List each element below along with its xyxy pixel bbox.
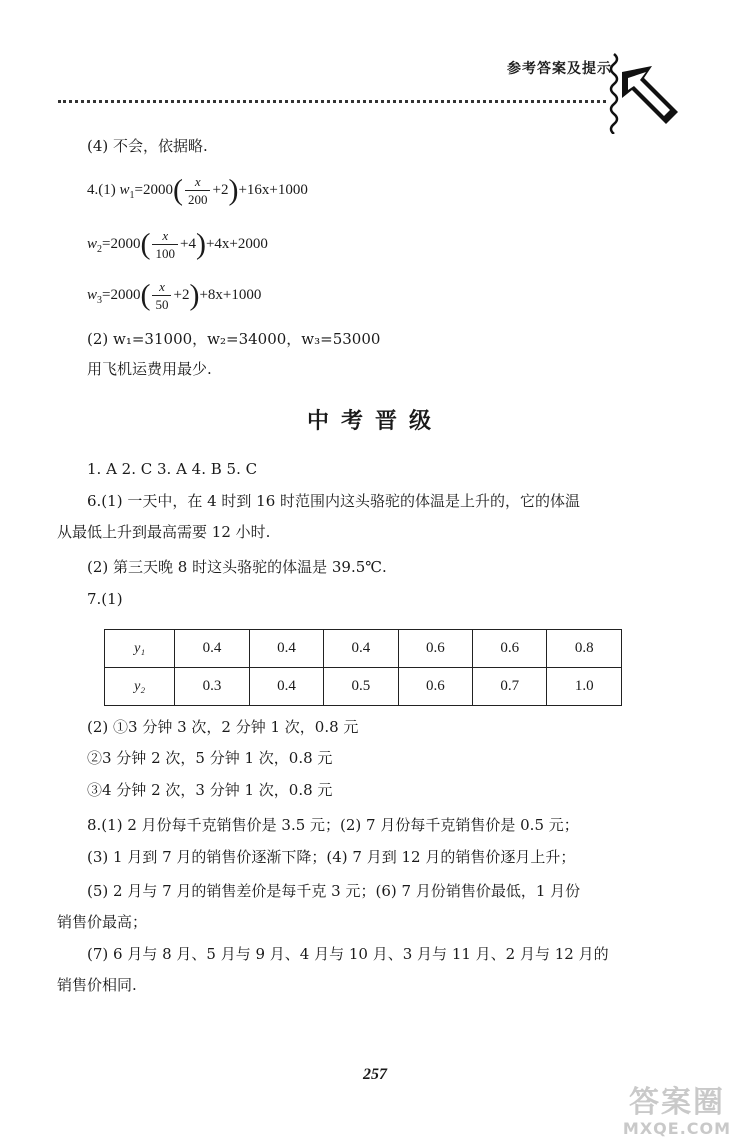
w3-rest: +8x+1000 <box>199 287 262 303</box>
table-cell: 0.3 <box>175 668 249 706</box>
table-cell: 0.7 <box>473 668 547 706</box>
w3-eq: =2000 <box>102 287 141 303</box>
w2-den: 100 <box>155 245 175 261</box>
w3-plus: +2 <box>173 287 190 303</box>
w2-sub: 2 <box>97 244 103 255</box>
answer-7-table <box>104 629 622 706</box>
w2-plus: +4 <box>179 236 196 252</box>
table-cell: 0.4 <box>249 668 323 706</box>
answer-6-2: (2) 第三天晚 8 时这头骆驼的体温是 39.5℃. <box>87 558 387 576</box>
w2-num: x <box>152 228 178 245</box>
answer-7-2c: ③4 分钟 2 次，3 分钟 1 次，0.8 元 <box>87 781 333 799</box>
answer-8-line3: (5) 2 月与 7 月的销售差价是每千克 3 元；(6) 7 月份销售价最低，1 月份 <box>87 882 581 900</box>
w1-num: x <box>185 174 211 191</box>
table-cell: 0.4 <box>324 630 398 668</box>
table-cell: 0.4 <box>175 630 249 668</box>
header-arrow-icon <box>606 48 686 134</box>
w2-fraction <box>152 228 178 262</box>
answer-8-line6: 销售价相同. <box>57 976 137 994</box>
row-header-y1: y₁ <box>105 630 175 668</box>
w3-lhs: w <box>87 287 98 303</box>
w3-sub: 3 <box>97 295 103 306</box>
table-row <box>105 630 622 668</box>
answer-7-2a: (2) ①3 分钟 3 次，2 分钟 1 次，0.8 元 <box>87 718 359 736</box>
formula-w3: $w_3=2000$( $\frac{x}{50}$ +2)+8x+1000 <box>87 278 262 312</box>
formula-w2: $w_2=2000$( $\frac{x}{100}$ +4)+4x+2000 <box>87 227 268 261</box>
w1-eq: =2000 <box>134 182 173 198</box>
answer-8-line4: 销售价最高； <box>57 913 148 931</box>
answer-7-1: 7.(1) <box>87 590 123 608</box>
formula-w1: 4.(1) $w_1=2000$( $\frac{x}{200}$ +2)+16x+1000 <box>87 173 308 207</box>
watermark-bottom: MXQE.COM <box>622 1119 732 1138</box>
table-cell: 0.6 <box>398 668 472 706</box>
table-row <box>105 668 622 706</box>
page-number: 257 <box>363 1066 387 1083</box>
answer-4-part2: (2) w₁=31000，w₂=34000，w₃=53000 <box>87 330 381 348</box>
table-cell: 0.5 <box>324 668 398 706</box>
table-cell: 0.6 <box>473 630 547 668</box>
w3-num: x <box>152 279 171 296</box>
table-cell: 0.8 <box>547 630 622 668</box>
table-cell: 1.0 <box>547 668 622 706</box>
w3-den: 50 <box>155 296 169 312</box>
w1-lhs: w <box>119 182 130 198</box>
section-title: 中考晋级 <box>306 409 443 434</box>
multiple-choice-answers: 1. A 2. C 3. A 4. B 5. C <box>87 460 258 478</box>
row-header-y2: y₂ <box>105 668 175 706</box>
w1-fraction <box>185 174 211 208</box>
table-cell: 0.4 <box>249 630 323 668</box>
w1-rest: +16x+1000 <box>238 182 308 198</box>
answer-8-line1: 8.(1) 2 月份每千克销售价是 3.5 元；(2) 7 月份每千克销售价是 0.5 元； <box>87 816 579 834</box>
w2-lhs: w <box>87 236 98 252</box>
watermark <box>604 1086 750 1138</box>
answer-4-part4: (4) 不会，依据略. <box>87 137 208 155</box>
answer-6-1-line2: 从最低上升到最高需要 12 小时. <box>57 523 271 541</box>
w3-fraction <box>152 279 171 313</box>
answer-7-2b: ②3 分钟 2 次，5 分钟 1 次，0.8 元 <box>87 749 333 767</box>
header-title: 参考答案及提示 <box>507 61 612 77</box>
answer-8-line2: (3) 1 月到 7 月的销售价逐渐下降；(4) 7 月到 12 月的销售价逐月上升； <box>87 848 576 866</box>
w1-den: 200 <box>187 191 208 207</box>
q4-label: 4.(1) <box>87 182 116 198</box>
header-dotted-rule <box>58 100 606 103</box>
answer-6-1-line1: 6.(1) 一天中，在 4 时到 16 时范围内这头骆驼的体温是上升的，它的体温 <box>87 492 581 510</box>
w2-eq: =2000 <box>102 236 141 252</box>
watermark-top: 答案圈 <box>629 1085 725 1120</box>
w1-plus: +2 <box>212 182 229 198</box>
answer-8-line5: (7) 6 月与 8 月、5 月与 9 月、4 月与 10 月、3 月与 11 月、2 月与 12 月的 <box>87 945 609 963</box>
answer-4-conclusion: 用飞机运费用最少. <box>87 360 212 378</box>
w1-sub: 1 <box>129 190 135 201</box>
table-cell: 0.6 <box>398 630 472 668</box>
w2-rest: +4x+2000 <box>205 236 268 252</box>
